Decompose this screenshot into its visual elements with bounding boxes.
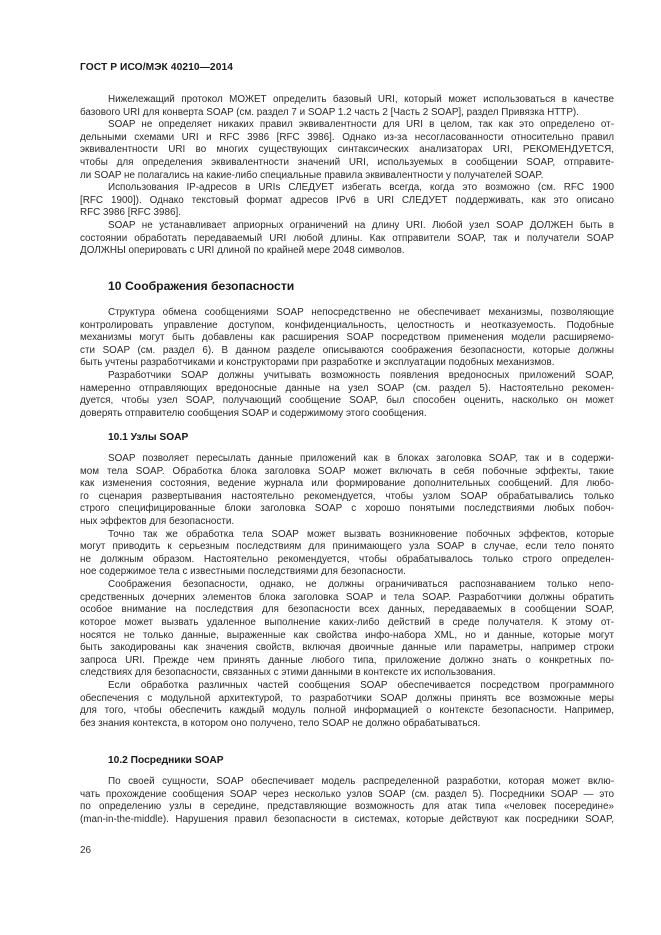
text-line: ное содержимое тела с известными последствиями для безопасности. [80, 566, 406, 578]
section-10-2-heading: 10.2 Посредники SOAP [108, 755, 224, 766]
text-line: ДОЛЖНЫ оперировать с URI длиной по крайней мере 2048 символов. [80, 245, 405, 257]
text-line: без знания контекста, в котором оно получено, тело SOAP не должно обрабатываться. [80, 717, 481, 729]
section-10-heading: 10 Соображения безопасности [108, 279, 295, 293]
text-line: сти SOAP (см. раздел 6). В данном разделе описываются соображения безопасности, которые должны [80, 344, 614, 356]
intro-paragraphs [80, 94, 614, 258]
text-line: носятся не только данные, выраженные как свойства инфо-набора XML, но и данные, которые могут [80, 629, 614, 641]
text-line: запроса URI. Прежде чем принять данные любого типа, приложение должно знать о конкретных по- [80, 654, 614, 666]
text-line: Точно так же обработка тела SOAP может вызвать возникновение побочных эффектов, которые [108, 528, 614, 540]
text-line: дуется, чтобы узел SOAP, получающий сообщение SOAP, был способен оценить, насколько он может [80, 395, 614, 407]
text-line: быть закодированы как значения свойств, включая двоичные данные или параметры, например строки [80, 642, 614, 654]
text-line: механизмы могут быть добавлены как расширения SOAP посредством применения модели расширяемо- [80, 332, 614, 344]
text-line: мом тела SOAP. Обработка блока заголовка SOAP может включать в себя побочные эффекты, такие [80, 465, 614, 477]
text-line: По своей сущности, SOAP обеспечивает модель распределенной разработки, которая может вклю- [108, 776, 614, 787]
text-line: ли SOAP не полагались на какие-либо специальные правила эквивалентности у получателей SOAP. [80, 169, 544, 181]
text-line: для того, чтобы обеспечить каждый модуль полной информацией о контексте безопасности. Например, [80, 705, 614, 717]
text-line: чтобы для определения эквивалентности значений URI, используемых в сообщении SOAP, отправите- [80, 157, 614, 169]
section-10-1-paragraphs [80, 453, 614, 730]
text-line: базового URI для конверта SOAP (см. раздел 7 и SOAP 1.2 часть 2 [Часть 2 SOAP], раздел Привязка HTTP). [80, 106, 579, 118]
text-line: намеренно отправляющих вредоносные данные на узел SOAP (см. раздел 5). Настоятельно рекомен- [80, 382, 614, 394]
text-line: SOAP не определяет никаких правил эквивалентности для URI в целом, так как это определено от- [108, 119, 614, 131]
text-line: го сценария развертывания настоятельно рекомендуется, чтобы узлом SOAP обрабатывались только [80, 490, 614, 502]
page-number: 26 [80, 845, 92, 856]
document-header: ГОСТ Р ИСО/МЭК 40210—2014 [80, 62, 233, 73]
text-line: особое внимание на последствия для безопасности всех данных, передаваемых в сообщении SOAP, [80, 604, 614, 616]
text-line: RFC 3986 [RFC 3986]. [80, 207, 181, 219]
text-line: обеспечения с модульной архитектурой, то разработчики SOAP должны принять все возможные меры [80, 692, 614, 704]
text-line: строго специфицированные блоки заголовка SOAP с хорошо понятыми последствиями любых побоч- [80, 503, 614, 515]
text-line: (man-in-the-middle). Нарушения правил безопасности в системах, которые действуют как посредники SOAP, [80, 813, 614, 825]
text-line: контролировать управление доступом, конфиденциальность, целостность и неотказуемость. Подобные [80, 319, 614, 331]
text-line: Использования IP-адресов в URIs СЛЕДУЕТ избегать всегда, когда это возможно (см. RFC 1900 [108, 182, 614, 194]
text-line: доверять отправителю сообщения SOAP и содержимому этого сообщения. [80, 407, 427, 419]
text-line: Разработчики SOAP должны учитывать возможность появления вредоносных приложений SOAP, [108, 370, 614, 382]
text-line: Структура обмена сообщениями SOAP непосредственно не обеспечивает механизмы, позволяющие [108, 307, 614, 318]
text-line: состоянии обработать передаваемый URI любой длины. Как отправители SOAP, так и получатели SOAP [80, 232, 614, 244]
section-10-paragraphs [80, 307, 614, 420]
text-line: средственных дочерних элементов блока заголовка SOAP и тела SOAP. Разработчики должны обратить [80, 591, 614, 603]
text-line: SOAP позволяет пересылать данные приложений как в блоках заголовка SOAP, так и в содержи- [108, 453, 614, 464]
text-line: чать прохождение сообщения SOAP через несколько узлов SOAP (см. раздел 5). Посредники SOAP — это [80, 788, 614, 800]
text-line: не должным образом. Настоятельно рекомендуется, чтобы обрабатывалось только строго определен- [80, 553, 614, 565]
text-line: по определению узлы в середине, представляющие возможность для атак типа «человек посередине» [80, 801, 614, 813]
text-line: могут приводить к серьезным последствиям для принимающего узла SOAP в случае, если тело понято [80, 541, 614, 553]
text-line: Если обработка различных частей сообщения SOAP обеспечивается посредством программного [108, 679, 614, 691]
text-line: [RFC 1900]). Однако текстовый формат адресов IPv6 в URI СЛЕДУЕТ поддерживать, как это описано [80, 194, 614, 206]
section-10-2-paragraphs [80, 776, 614, 826]
text-line: Нижележащий протокол МОЖЕТ определить базовый URI, который может использоваться в качестве [108, 94, 614, 105]
text-line: следствиях для безопасности, связанных с этими данными в контексте их использования. [80, 667, 496, 679]
text-line: Соображения безопасности, однако, не должны ограничиваться распознаванием только непо- [108, 579, 614, 591]
text-line: ных эффектов для безопасности. [80, 516, 235, 528]
text-line: дельными схемами URI и RFC 3986 [RFC 3986]. Однако из-за несогласованности относительно правил [80, 131, 614, 143]
section-10-1-heading: 10.1 Узлы SOAP [108, 432, 189, 443]
text-line: как изменения состояния, ведение журнала или формирование дополнительных сообщений. Для любо- [80, 478, 614, 490]
text-line: быть учтены разработчиками и конструкторами при разработке и эксплуатации подобных механизмов. [80, 357, 555, 369]
text-line: SOAP не устанавливает априорных ограничений на длину URI. Любой узел SOAP ДОЛЖЕН быть в [108, 220, 614, 232]
text-line: которое может вызвать удаленное выполнение каких-либо действий в среде получателя. К этому от- [80, 616, 614, 628]
text-line: эквивалентности URI во многих существующих синтаксических анализаторах URI, РЕКОМЕНДУЕТСЯ, [80, 144, 614, 156]
